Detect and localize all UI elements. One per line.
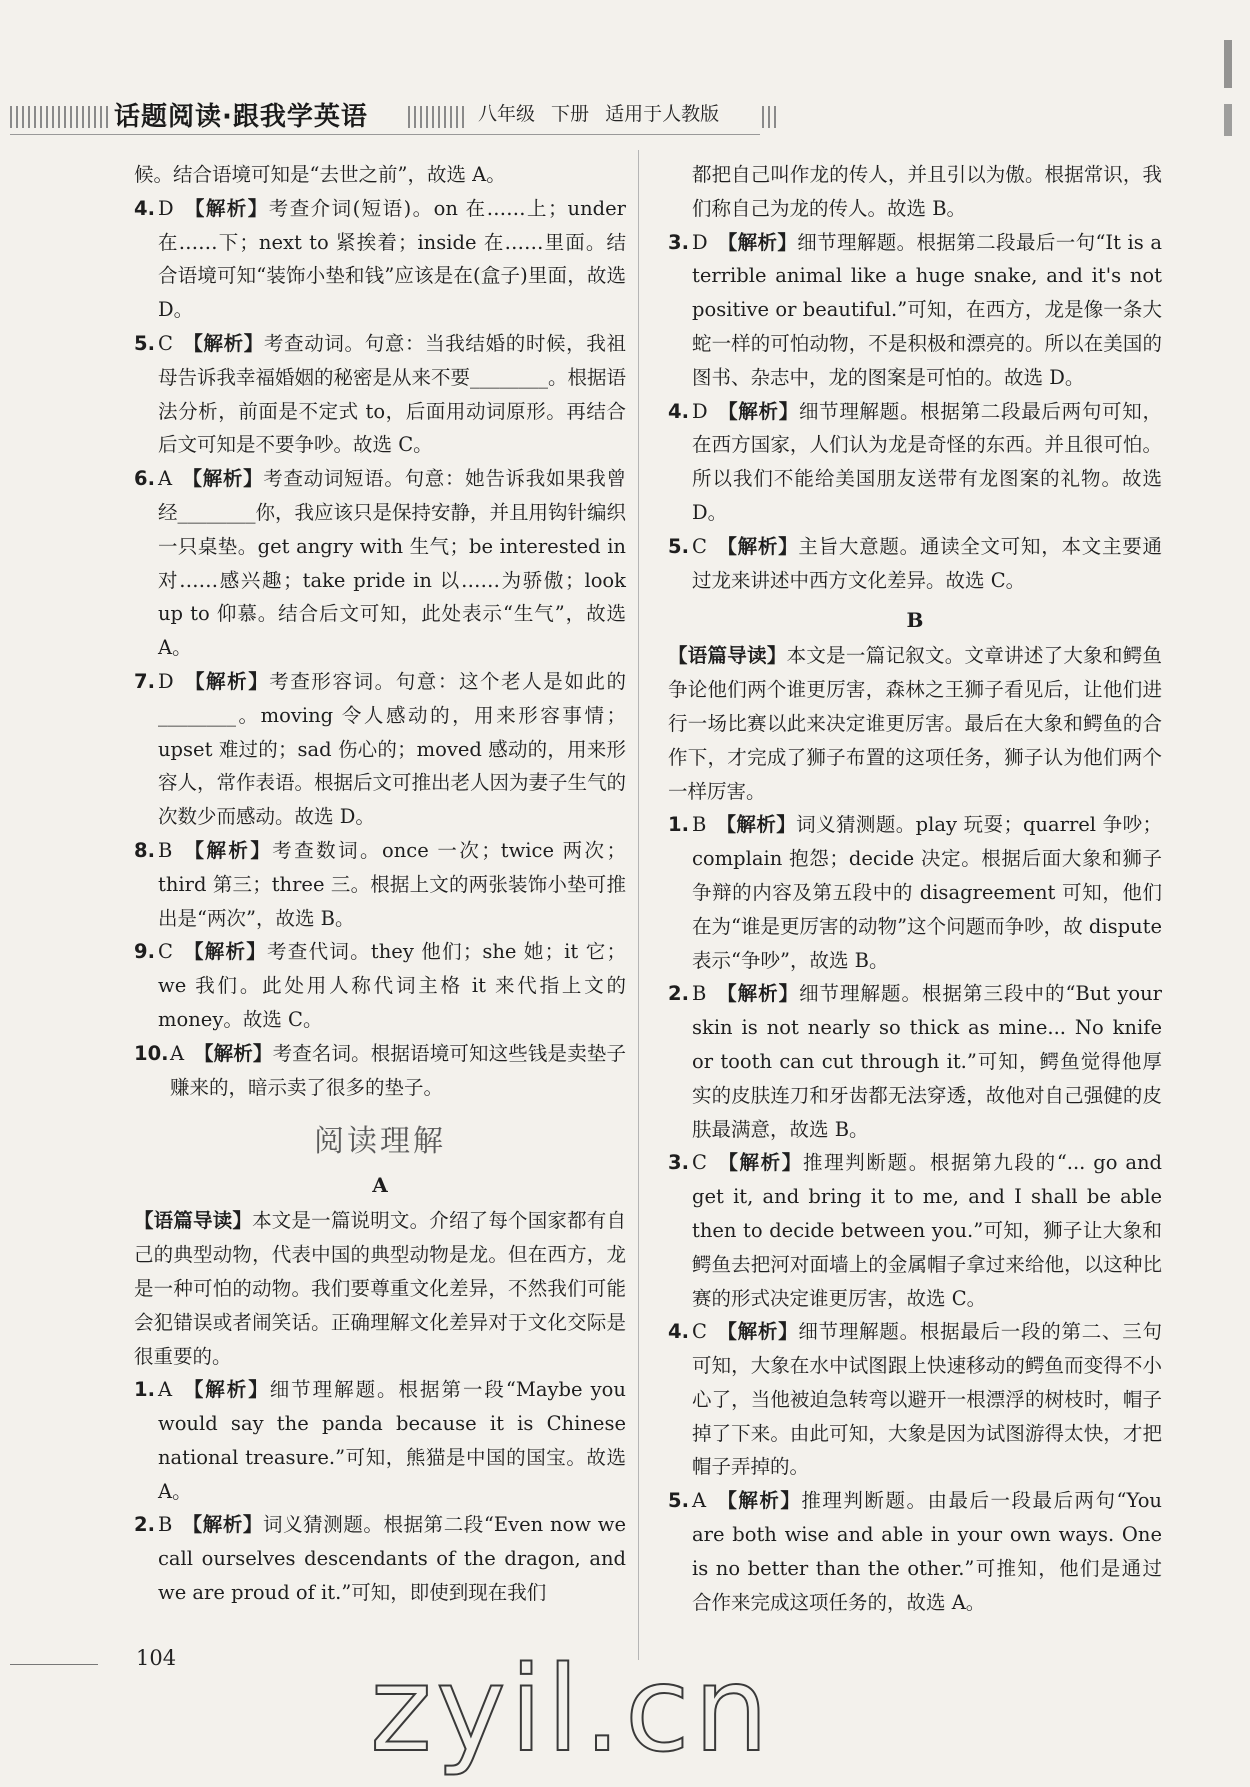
answer-letter: C bbox=[158, 331, 173, 355]
answer-item bbox=[134, 462, 626, 665]
answer-item bbox=[668, 1146, 1162, 1315]
scan-edge-mark bbox=[1224, 40, 1232, 200]
answer-continuation: 都把自己叫作龙的传人，并且引以为傲。根据常识，我们称自己为龙的传人。故选 B。 bbox=[692, 163, 1162, 220]
question-number: 1. bbox=[134, 1378, 155, 1402]
answer-letter: C bbox=[692, 1320, 707, 1344]
intro-tag: 【语篇导读】 bbox=[134, 1209, 253, 1233]
analysis-text: 考查形容词。句意：这个老人是如此的________。moving 令人感动的，用来形容事情；upset 难过的；sad 伤心的；moved 感动的，用来形容人，常作表语。根据后文可推出老人因为妻子生气的次数少而感动。故选 D。 bbox=[158, 669, 627, 829]
analysis-tag: 【解析】 bbox=[182, 838, 273, 862]
reading-intro-b bbox=[668, 639, 1162, 808]
answer-letter: D bbox=[692, 399, 708, 423]
column-divider bbox=[638, 150, 639, 1660]
analysis-text: 考查介词(短语)。on 在……上；under 在……下；next to 紧挨着；inside 在……里面。结合语境可知“装饰小垫和钱”应该是在(盒子)里面，故选 D。 bbox=[158, 196, 626, 322]
analysis-tag: 【解析】 bbox=[183, 196, 269, 220]
answer-item bbox=[668, 530, 1162, 598]
question-number: 1. bbox=[668, 813, 689, 837]
analysis-text: 考查动词短语。句意：她告诉我如果我曾经________你，我应该只是保持安静，并且用钩针编织一只桌垫。get angry with 生气；be interested in 对……感兴趣；take pride in 以……为骄傲；look up to 仰慕。结合后文可知，此处表示“生气”，故选 A。 bbox=[158, 467, 627, 660]
analysis-tag: 【解析】 bbox=[183, 669, 270, 693]
answer-item bbox=[668, 1484, 1162, 1619]
cloze-answer-list bbox=[134, 192, 626, 1105]
part-b-answer-list bbox=[668, 808, 1162, 1619]
header-hatch-decoration bbox=[408, 106, 468, 128]
answer-letter: D bbox=[158, 669, 174, 693]
analysis-tag: 【解析】 bbox=[182, 940, 268, 964]
answer-letter: A bbox=[158, 467, 173, 491]
intro-text: 本文是一篇记叙文。文章讲述了大象和鳄鱼争论他们两个谁更厉害，森林之王狮子看见后，让他们进行一场比赛以此来决定谁更厉害。最后在大象和鳄鱼的合作下，才完成了狮子布置的这项任务，狮子认为他们两个一样厉害。 bbox=[668, 644, 1162, 803]
answer-letter: A bbox=[170, 1041, 185, 1065]
analysis-tag: 【解析】 bbox=[717, 230, 798, 254]
answer-item bbox=[134, 1508, 626, 1609]
analysis-text: 考查数词。once 一次；twice 两次；third 第三；three 三。根据上文的两张装饰小垫可推出是“两次”，故选 B。 bbox=[158, 838, 626, 930]
analysis-tag: 【解析】 bbox=[715, 1489, 802, 1513]
question-number: 4. bbox=[668, 1320, 689, 1344]
reading-intro-a bbox=[134, 1204, 626, 1373]
answer-letter: D bbox=[692, 230, 708, 254]
question-number: 10. bbox=[134, 1041, 169, 1065]
lead-text: 候。结合语境可知是“去世之前”，故选 A。 bbox=[134, 163, 506, 186]
answer-letter: D bbox=[158, 196, 174, 220]
answer-letter: B bbox=[158, 838, 173, 862]
analysis-tag: 【解析】 bbox=[181, 1378, 270, 1402]
analysis-text: 细节理解题。根据第三段中的“But your skin is not nearly so thick as mine... No knife or tooth can cut through it.”可知，鳄鱼觉得他厚实的皮肤连刀和牙齿都无法穿透，故他对自己强健的皮肤最满意，故选 B。 bbox=[692, 982, 1162, 1141]
analysis-text: 考查代词。they 他们；she 她；it 它；we 我们。此处用人称代词主格 it 来代指上文的 money。故选 C。 bbox=[158, 940, 626, 1031]
analysis-tag: 【解析】 bbox=[716, 1151, 803, 1175]
answer-item bbox=[134, 1037, 626, 1105]
question-number: 8. bbox=[134, 838, 155, 862]
question-number: 2. bbox=[134, 1513, 155, 1537]
answer-letter: B bbox=[158, 1513, 173, 1537]
left-column bbox=[134, 158, 626, 1610]
analysis-text: 细节理解题。根据最后一段的第二、三句可知，大象在水中试图跟上快速移动的鳄鱼而变得不小心了，当他被迫急转弯以避开一根漂浮的树枝时，帽子掉了下来。由此可知，大象是因为试图游得太快，才把帽子弄掉的。 bbox=[692, 1320, 1162, 1479]
analysis-text: 细节理解题。根据第二段最后两句可知，在西方国家，人们认为龙是奇怪的东西。并且很可怕。所以我们不能给美国朋友送带有龙图案的礼物。故选 D。 bbox=[692, 399, 1162, 524]
analysis-text: 词义猜测题。根据第二段“Even now we call ourselves descendants of the dragon, and we are proud of it.”可知，即使到现在我们 bbox=[158, 1513, 626, 1605]
question-number: 7. bbox=[134, 669, 155, 693]
answer-item bbox=[134, 1373, 626, 1508]
answer-item bbox=[668, 1315, 1162, 1484]
part-a-title: A bbox=[372, 1173, 388, 1198]
question-number: 2. bbox=[668, 982, 689, 1006]
header-hatch-decoration bbox=[10, 106, 110, 128]
answer-item bbox=[668, 226, 1162, 395]
analysis-tag: 【解析】 bbox=[716, 813, 797, 837]
analysis-text: 推理判断题。根据第九段的“... go and get it, and bring it to me, and I shall be able then to decide between you.”可知，狮子让大象和鳄鱼去把河对面墙上的金属帽子拿过来给他，以这种比赛的形式决定谁更厉害，故选 C。 bbox=[692, 1151, 1162, 1310]
answer-item bbox=[668, 977, 1162, 1146]
answer-item bbox=[134, 327, 626, 462]
analysis-text: 词义猜测题。play 玩耍；quarrel 争吵；complain 抱怨；decide 决定。根据后面大象和狮子争辩的内容及第五段中的 disagreement 可知，他们在为“谁是更厉害的动物”这个问题而争吵，故 dispute 表示“争吵”，故选 B。 bbox=[692, 813, 1162, 972]
question-number: 5. bbox=[134, 331, 155, 355]
analysis-text: 细节理解题。根据第二段最后一句“It is a terrible animal like a huge snake, and it's not positive or beautiful.”可知，在西方，龙是像一条大蛇一样的可怕动物，不是积极和漂亮的。所以在美国的图书、杂志中，龙的图案是可怕的。故选 D。 bbox=[692, 230, 1162, 389]
question-number: 5. bbox=[668, 1489, 689, 1513]
intro-tag: 【语篇导读】 bbox=[668, 644, 787, 668]
analysis-text: 主旨大意题。通读全文可知，本文主要通过龙来讲述中西方文化差异。故选 C。 bbox=[692, 534, 1162, 592]
analysis-tag: 【解析】 bbox=[716, 982, 800, 1006]
question-number: 3. bbox=[668, 1151, 689, 1175]
watermark-logo: zyil.cn bbox=[370, 1640, 773, 1778]
analysis-text: 细节理解题。根据第一段“Maybe you would say the panda because it is Chinese national treasure.”可知，熊猫是中国的国宝。故选 A。 bbox=[158, 1378, 626, 1503]
question-number: 4. bbox=[134, 196, 155, 220]
answer-letter: A bbox=[158, 1378, 173, 1402]
analysis-tag: 【解析】 bbox=[182, 1513, 263, 1537]
analysis-tag: 【解析】 bbox=[181, 467, 264, 491]
header-hatch-decoration bbox=[762, 106, 776, 128]
answer-item bbox=[668, 808, 1162, 977]
right-column bbox=[668, 158, 1162, 1619]
analysis-tag: 【解析】 bbox=[717, 399, 799, 423]
question-number: 9. bbox=[134, 940, 155, 964]
question-number: 6. bbox=[134, 467, 155, 491]
page-header bbox=[10, 96, 770, 134]
answer-item bbox=[668, 395, 1162, 530]
answer-letter: B bbox=[692, 982, 707, 1006]
answer-item bbox=[134, 935, 626, 1036]
analysis-tag: 【解析】 bbox=[193, 1041, 273, 1065]
answer-letter: C bbox=[692, 534, 707, 558]
analysis-text: 考查动词。句意：当我结婚的时候，我祖母告诉我幸福婚姻的秘密是从来不要________。根据语法分析，前面是不定式 to，后面用动词原形。再结合后文可知是不要争吵。故选 C。 bbox=[158, 331, 627, 457]
part-b-title: B bbox=[906, 608, 924, 633]
answer-item bbox=[134, 192, 626, 327]
answer-letter: C bbox=[692, 1151, 707, 1175]
part-a-answer-list-continued bbox=[668, 226, 1162, 598]
analysis-tag: 【解析】 bbox=[716, 1320, 799, 1344]
analysis-tag: 【解析】 bbox=[716, 534, 799, 558]
question-number: 5. bbox=[668, 534, 689, 558]
answer-item bbox=[134, 665, 626, 834]
intro-text: 本文是一篇说明文。介绍了每个国家都有自己的典型动物，代表中国的典型动物是龙。但在西方，龙是一种可怕的动物。我们要尊重文化差异，不然我们可能会犯错误或者闹笑话。正确理解文化差异对于文化交际是很重要的。 bbox=[134, 1209, 626, 1368]
answer-letter: C bbox=[158, 940, 173, 964]
analysis-text: 推理判断题。由最后一段最后两句“You are both wise and able in your own ways. One is no better than the other.”可推知，他们是通过合作来完成这项任务的，故选 A。 bbox=[692, 1489, 1162, 1614]
section-title: 阅读理解 bbox=[314, 1124, 446, 1160]
answer-item bbox=[134, 834, 626, 935]
grade-info: 八年级 下册 适用于人教版 bbox=[478, 103, 720, 125]
header-rule bbox=[10, 134, 760, 135]
answer-letter: B bbox=[692, 813, 707, 837]
analysis-tag: 【解析】 bbox=[182, 331, 264, 355]
page-number: 104 bbox=[136, 1646, 177, 1670]
analysis-text: 考查名词。根据语境可知这些钱是卖垫子赚来的，暗示卖了很多的垫子。 bbox=[170, 1041, 626, 1099]
series-title: 话题阅读·跟我学英语 bbox=[114, 102, 368, 132]
answer-letter: A bbox=[692, 1489, 707, 1513]
question-number: 4. bbox=[668, 399, 689, 423]
part-a-answer-list bbox=[134, 1373, 626, 1610]
footer-rule bbox=[10, 1664, 98, 1665]
question-number: 3. bbox=[668, 230, 689, 254]
